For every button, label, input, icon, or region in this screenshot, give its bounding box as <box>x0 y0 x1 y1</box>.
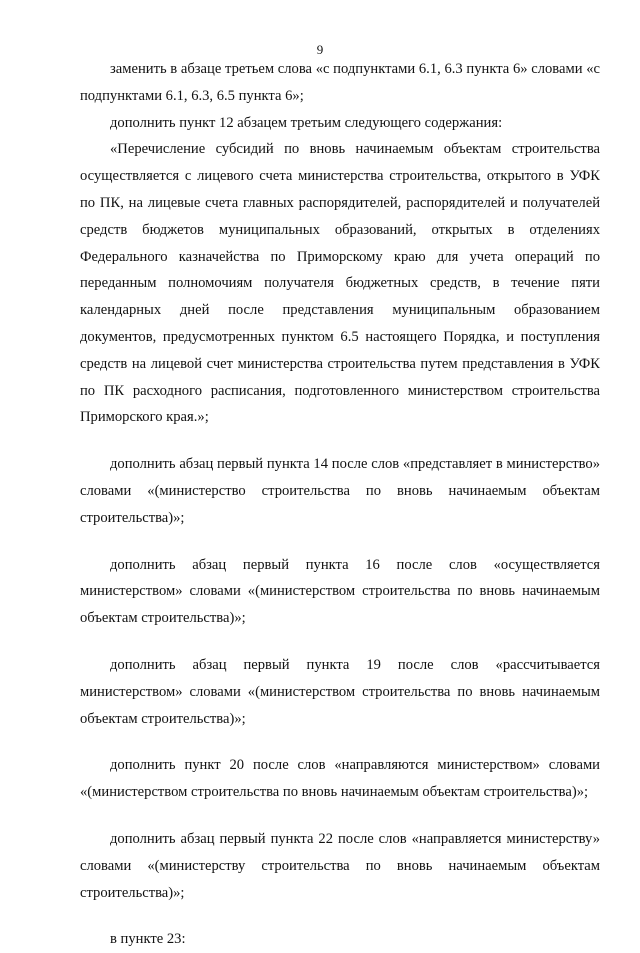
paragraph-add-point-16: дополнить абзац первый пункта 16 после слов «осуществляется министерством» словами «(министерством строительства по вновь начинаемым объектам строительства)»; <box>80 556 600 627</box>
paragraph-add-point-22: дополнить абзац первый пункта 22 после слов «направляется министерству» словами «(министерству строительства по вновь начинаемым объектам строительства)»; <box>80 830 600 901</box>
paragraph-spacer <box>80 732 600 752</box>
paragraph-add-point-19: дополнить абзац первый пункта 19 после слов «рассчитывается министерством» словами «(министерством строительства по вновь начинаемым объектам строительства)»; <box>80 656 600 727</box>
document-body <box>80 56 600 953</box>
paragraph-spacer <box>80 806 600 826</box>
paragraph-spacer <box>80 906 600 926</box>
paragraph-point-23-intro: в пункте 23: <box>110 931 186 948</box>
paragraph-quoted-subsidy-transfer: «Перечисление субсидий по вновь начинаемым объектам строительства осуществляется с лицевого счета министерства строительства, открытого в УФК по ПК, на лицевые счета главных распорядителей, распорядителей и получателей средств бюджетов муниципальных образований, открытых в отделениях Федерального казначейства по Приморскому краю для учета операций по переданным полномочиям получателя бюджетных средств, в течение пяти календарных дней после представления муниципальным образованием документов, предусмотренных пунктом 6.5 настоящего Порядка, и поступления средств на лицевой счет министерства строительства путем представления в УФК по ПК расходного расписания, подготовленного министерством строительства Приморского края.»; <box>80 141 600 426</box>
paragraph-add-point-20: дополнить пункт 20 после слов «направляются министерством» словами «(министерством строительства по вновь начинаемым объектам строительства)»; <box>80 757 600 801</box>
paragraph-add-point-14: дополнить абзац первый пункта 14 после слов «представляет в министерство» словами «(министерство строительства по вновь начинаемым объектам строительства)»; <box>80 456 600 526</box>
paragraph-spacer <box>80 632 600 652</box>
page-number: 9 <box>316 42 324 57</box>
paragraph-spacer <box>80 431 600 451</box>
paragraph-add-point-12: дополнить пункт 12 абзацем третьим следующего содержания: <box>110 114 503 131</box>
paragraph-replace-words-abzac-3: заменить в абзаце третьем слова «с подпунктами 6.1, 6.3 пункта 6» словами «с подпунктами 6.1, 6.3, 6.5 пункта 6»; <box>80 61 600 104</box>
paragraph-spacer <box>80 532 600 552</box>
